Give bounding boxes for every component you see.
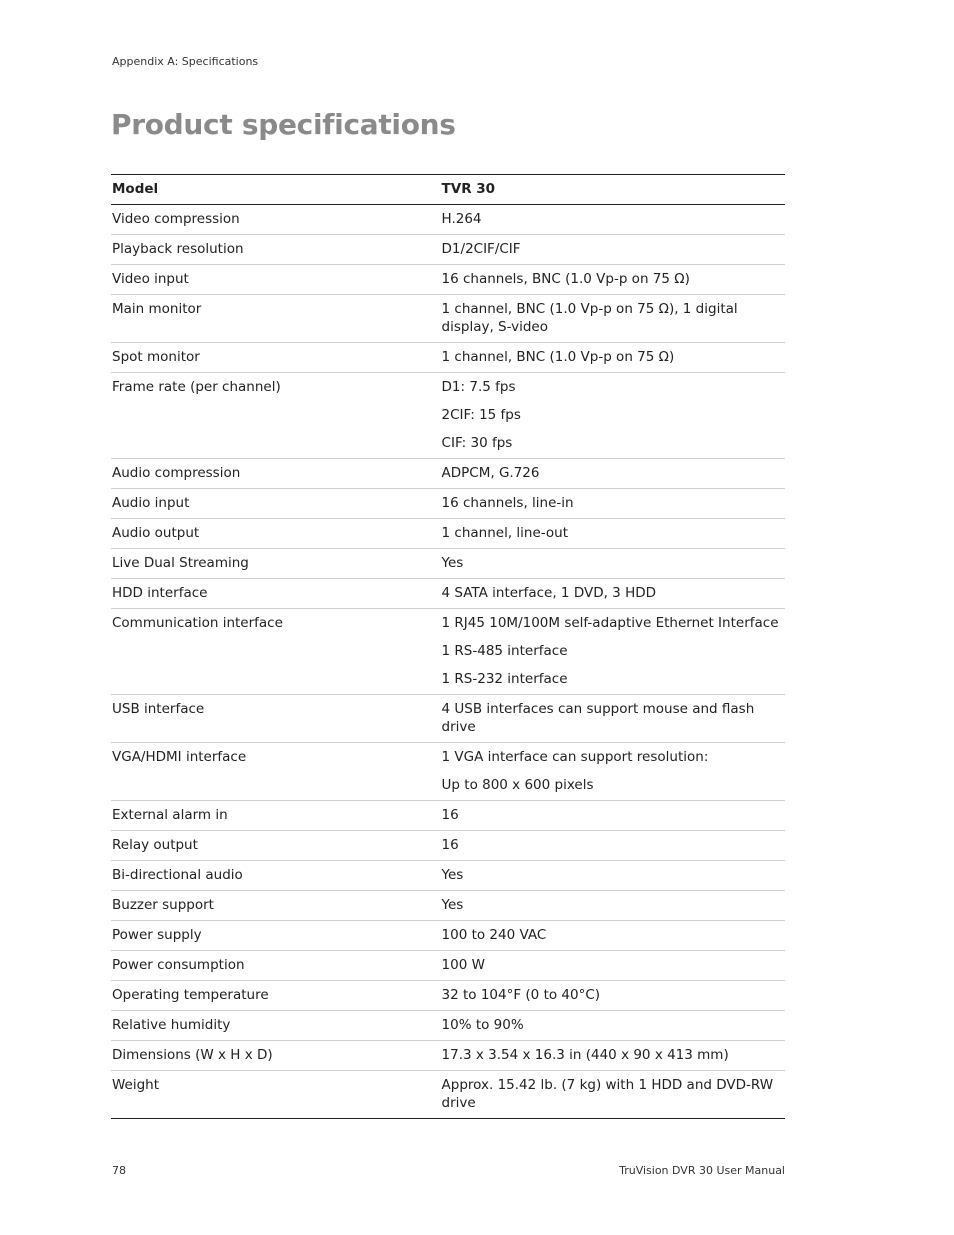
footer-manual-title: TruVision DVR 30 User Manual bbox=[619, 1164, 785, 1177]
spec-value-cell bbox=[441, 1071, 785, 1119]
spec-label: Relative humidity bbox=[112, 1017, 231, 1033]
spec-label: Dimensions (W x H x D) bbox=[112, 1047, 273, 1063]
spec-value: Yes bbox=[441, 867, 464, 883]
table-row bbox=[111, 295, 785, 343]
spec-value: 100 to 240 VAC bbox=[441, 927, 547, 943]
spec-label: Audio input bbox=[112, 495, 190, 511]
spec-value-cell bbox=[441, 981, 785, 1011]
table-row bbox=[111, 695, 785, 743]
spec-label: Bi-directional audio bbox=[112, 867, 243, 883]
spec-value-cell bbox=[441, 609, 785, 695]
table-row bbox=[111, 579, 785, 609]
spec-value-cell bbox=[441, 343, 785, 373]
specifications-body bbox=[111, 205, 785, 1119]
spec-value: 4 SATA interface, 1 DVD, 3 HDD bbox=[441, 585, 657, 601]
running-head: Appendix A: Specifications bbox=[112, 55, 259, 68]
table-row bbox=[111, 801, 785, 831]
table-row bbox=[111, 831, 785, 861]
spec-value: 32 to 104°F (0 to 40°C) bbox=[441, 987, 601, 1003]
table-row bbox=[111, 235, 785, 265]
spec-value: 100 W bbox=[441, 957, 485, 973]
spec-label: Frame rate (per channel) bbox=[112, 379, 281, 395]
spec-value: 1 RJ45 10M/100M self-adaptive Ethernet Interface bbox=[441, 615, 779, 631]
spec-label: HDD interface bbox=[112, 585, 208, 601]
spec-value: 10% to 90% bbox=[441, 1017, 524, 1033]
table-row bbox=[111, 891, 785, 921]
spec-label: Spot monitor bbox=[112, 349, 200, 365]
table-row bbox=[111, 343, 785, 373]
spec-value-cell bbox=[441, 801, 785, 831]
table-row bbox=[111, 459, 785, 489]
spec-value-cell bbox=[441, 295, 785, 343]
spec-value: CIF: 30 fps bbox=[441, 435, 513, 451]
table-row bbox=[111, 951, 785, 981]
spec-label: VGA/HDMI interface bbox=[112, 749, 247, 765]
spec-value: 16 channels, BNC (1.0 Vp-p on 75 Ω) bbox=[441, 271, 690, 287]
spec-value-cell bbox=[441, 831, 785, 861]
spec-value: D1/2CIF/CIF bbox=[441, 241, 521, 257]
table-row bbox=[111, 921, 785, 951]
header-model-value: TVR 30 bbox=[441, 181, 496, 197]
spec-value: D1: 7.5 fps bbox=[441, 379, 516, 395]
spec-value: 16 bbox=[441, 807, 459, 823]
table-row bbox=[111, 1011, 785, 1041]
spec-label: Relay output bbox=[112, 837, 198, 853]
spec-label: Power consumption bbox=[112, 957, 245, 973]
table-header-row bbox=[111, 175, 785, 205]
spec-label: Buzzer support bbox=[112, 897, 214, 913]
spec-value: 16 bbox=[441, 837, 459, 853]
spec-label: Audio output bbox=[112, 525, 200, 541]
spec-value-cell bbox=[441, 1041, 785, 1071]
spec-value: 1 RS-485 interface bbox=[441, 643, 568, 659]
spec-value: 16 channels, line-in bbox=[441, 495, 574, 511]
spec-value: 17.3 x 3.54 x 16.3 in (440 x 90 x 413 mm) bbox=[441, 1047, 729, 1063]
table-row bbox=[111, 1071, 785, 1119]
page-number: 78 bbox=[112, 1164, 126, 1177]
spec-label: Power supply bbox=[112, 927, 202, 943]
table-row bbox=[111, 861, 785, 891]
spec-value: 1 RS-232 interface bbox=[441, 671, 568, 687]
spec-value-cell bbox=[441, 921, 785, 951]
spec-value: 1 channel, BNC (1.0 Vp-p on 75 Ω), 1 digital display, S-video bbox=[441, 301, 738, 335]
spec-label: Operating temperature bbox=[112, 987, 269, 1003]
specifications-table bbox=[111, 174, 785, 1119]
spec-value: 4 USB interfaces can support mouse and flash drive bbox=[441, 701, 755, 735]
table-row bbox=[111, 743, 785, 801]
spec-value-cell bbox=[441, 489, 785, 519]
table-row bbox=[111, 1041, 785, 1071]
spec-value-cell bbox=[441, 861, 785, 891]
spec-value-cell bbox=[441, 265, 785, 295]
spec-label: Video input bbox=[112, 271, 189, 287]
table-row bbox=[111, 489, 785, 519]
spec-label: Playback resolution bbox=[112, 241, 244, 257]
spec-value-cell bbox=[441, 549, 785, 579]
spec-value: Yes bbox=[441, 555, 464, 571]
spec-value: 2CIF: 15 fps bbox=[441, 407, 521, 423]
spec-value-cell bbox=[441, 373, 785, 459]
page-title: Product specifications bbox=[111, 108, 456, 141]
spec-value-cell bbox=[441, 205, 785, 235]
spec-value: ADPCM, G.726 bbox=[441, 465, 540, 481]
table-row bbox=[111, 373, 785, 459]
spec-value-cell bbox=[441, 743, 785, 801]
spec-label: Weight bbox=[112, 1077, 160, 1093]
table-row bbox=[111, 519, 785, 549]
spec-value-cell bbox=[441, 519, 785, 549]
spec-label: Live Dual Streaming bbox=[112, 555, 249, 571]
spec-value: Yes bbox=[441, 897, 464, 913]
table-row bbox=[111, 205, 785, 235]
spec-value-cell bbox=[441, 235, 785, 265]
table-row bbox=[111, 549, 785, 579]
table-row bbox=[111, 609, 785, 695]
spec-label: Communication interface bbox=[112, 615, 283, 631]
spec-label: External alarm in bbox=[112, 807, 228, 823]
spec-value: 1 channel, line-out bbox=[441, 525, 569, 541]
spec-label: Audio compression bbox=[112, 465, 241, 481]
spec-label: Video compression bbox=[112, 211, 240, 227]
spec-value: H.264 bbox=[441, 211, 482, 227]
spec-label: Main monitor bbox=[112, 301, 202, 317]
spec-value-cell bbox=[441, 579, 785, 609]
spec-value: 1 channel, BNC (1.0 Vp-p on 75 Ω) bbox=[441, 349, 675, 365]
spec-label: USB interface bbox=[112, 701, 205, 717]
spec-value-cell bbox=[441, 695, 785, 743]
header-model: Model bbox=[112, 181, 159, 197]
spec-value: Approx. 15.42 lb. (7 kg) with 1 HDD and DVD-RW drive bbox=[441, 1077, 774, 1111]
table-row bbox=[111, 981, 785, 1011]
spec-value: Up to 800 x 600 pixels bbox=[441, 777, 594, 793]
spec-value-cell bbox=[441, 1011, 785, 1041]
spec-value-cell bbox=[441, 459, 785, 489]
spec-value: 1 VGA interface can support resolution: bbox=[441, 749, 709, 765]
spec-value-cell bbox=[441, 891, 785, 921]
spec-value-cell bbox=[441, 951, 785, 981]
table-row bbox=[111, 265, 785, 295]
